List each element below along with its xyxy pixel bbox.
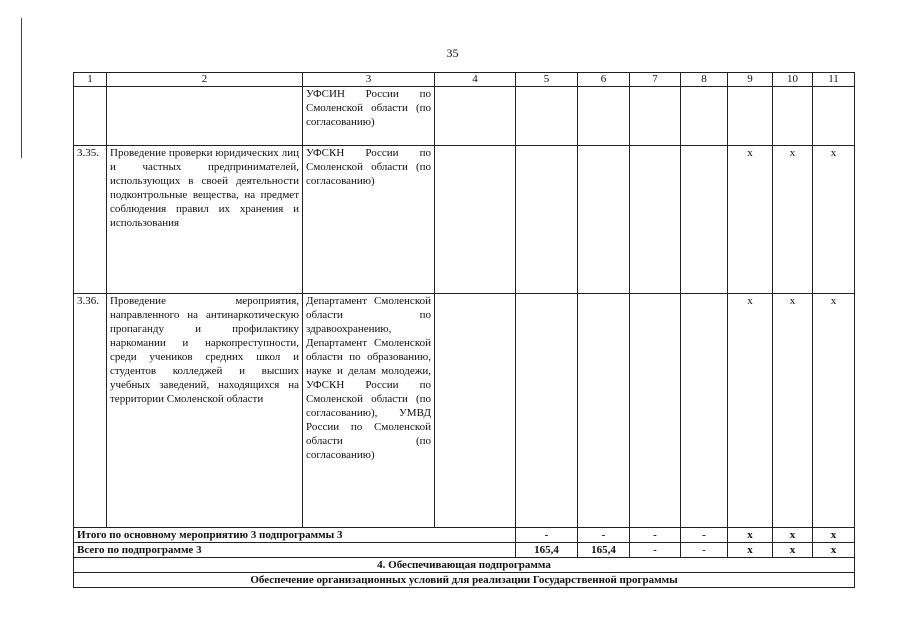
value-cell: х — [773, 294, 813, 528]
value-cell — [681, 87, 728, 146]
section-subtitle: Обеспечение организационных условий для реализации Государственной программы — [74, 573, 855, 588]
value-cell: х — [773, 528, 813, 543]
value-cell — [435, 146, 516, 294]
section-subtitle-row — [74, 573, 855, 588]
total-sub-row — [74, 543, 855, 558]
value-cell: - — [681, 543, 728, 558]
activity-cell: Проведение мероприятия, направленного на антинаркотическую пропаганду и профилактику наркомании и наркопреступности, среди учеников средних школ и студентов колледжей и высших учебных заведений, находящихся на территории Смоленской области — [107, 294, 303, 528]
value-cell: х — [813, 146, 855, 294]
row-number: 3.35. — [74, 146, 107, 294]
value-cell — [435, 294, 516, 528]
header-cell: 10 — [773, 73, 813, 87]
value-cell: х — [728, 528, 773, 543]
value-cell — [516, 294, 578, 528]
margin-rule — [21, 18, 22, 158]
value-cell: - — [578, 528, 630, 543]
value-cell — [630, 294, 681, 528]
row-number — [74, 87, 107, 146]
value-cell: х — [773, 146, 813, 294]
table-header-row — [74, 73, 855, 87]
activity-cell — [107, 87, 303, 146]
value-cell: х — [728, 294, 773, 528]
header-cell: 7 — [630, 73, 681, 87]
total-main-row — [74, 528, 855, 543]
header-cell: 2 — [107, 73, 303, 87]
value-cell — [578, 294, 630, 528]
header-cell: 6 — [578, 73, 630, 87]
table-row — [74, 294, 855, 528]
value-cell: - — [630, 528, 681, 543]
header-cell: 1 — [74, 73, 107, 87]
executor-cell: УФСКН России по Смоленской области (по согласованию) — [303, 146, 435, 294]
program-table — [73, 72, 855, 588]
value-cell — [516, 87, 578, 146]
total-sub-label: Всего по подпрограмме 3 — [74, 543, 516, 558]
total-main-label: Итого по основному мероприятию 3 подпрограммы 3 — [74, 528, 516, 543]
value-cell — [435, 87, 516, 146]
header-cell: 8 — [681, 73, 728, 87]
executor-cell: УФСИН России по Смоленской области (по согласованию) — [303, 87, 435, 146]
header-cell: 9 — [728, 73, 773, 87]
table-row — [74, 87, 855, 146]
page-number: 35 — [446, 46, 459, 60]
value-cell: - — [630, 543, 681, 558]
executor-cell: Департамент Смоленской области по здравоохранению, Департамент Смоленской области по образованию, науке и делам молодежи, УФСКН России по Смоленской области (по согласованию), УМВД России по Смоленской области (по согласованию) — [303, 294, 435, 528]
section-title-row — [74, 558, 855, 573]
header-cell: 4 — [435, 73, 516, 87]
value-cell: - — [516, 528, 578, 543]
value-cell: х — [813, 543, 855, 558]
value-cell — [681, 146, 728, 294]
header-cell: 11 — [813, 73, 855, 87]
value-cell — [681, 294, 728, 528]
activity-cell: Проведение проверки юридических лиц и частных предпринимателей, использующих в своей деятельности подконтрольные вещества, на предмет соблюдения правил их хранения и использования — [107, 146, 303, 294]
value-cell — [728, 87, 773, 146]
table-row — [74, 146, 855, 294]
header-cell: 3 — [303, 73, 435, 87]
row-number: 3.36. — [74, 294, 107, 528]
value-cell: х — [728, 543, 773, 558]
value-cell: х — [813, 528, 855, 543]
value-cell — [578, 146, 630, 294]
value-cell: х — [728, 146, 773, 294]
value-cell — [630, 146, 681, 294]
value-cell — [630, 87, 681, 146]
section-title: 4. Обеспечивающая подпрограмма — [74, 558, 855, 573]
value-cell — [516, 146, 578, 294]
value-cell — [773, 87, 813, 146]
value-cell — [813, 87, 855, 146]
value-cell: 165,4 — [578, 543, 630, 558]
value-cell: х — [773, 543, 813, 558]
value-cell: х — [813, 294, 855, 528]
value-cell: - — [681, 528, 728, 543]
value-cell: 165,4 — [516, 543, 578, 558]
value-cell — [578, 87, 630, 146]
header-cell: 5 — [516, 73, 578, 87]
